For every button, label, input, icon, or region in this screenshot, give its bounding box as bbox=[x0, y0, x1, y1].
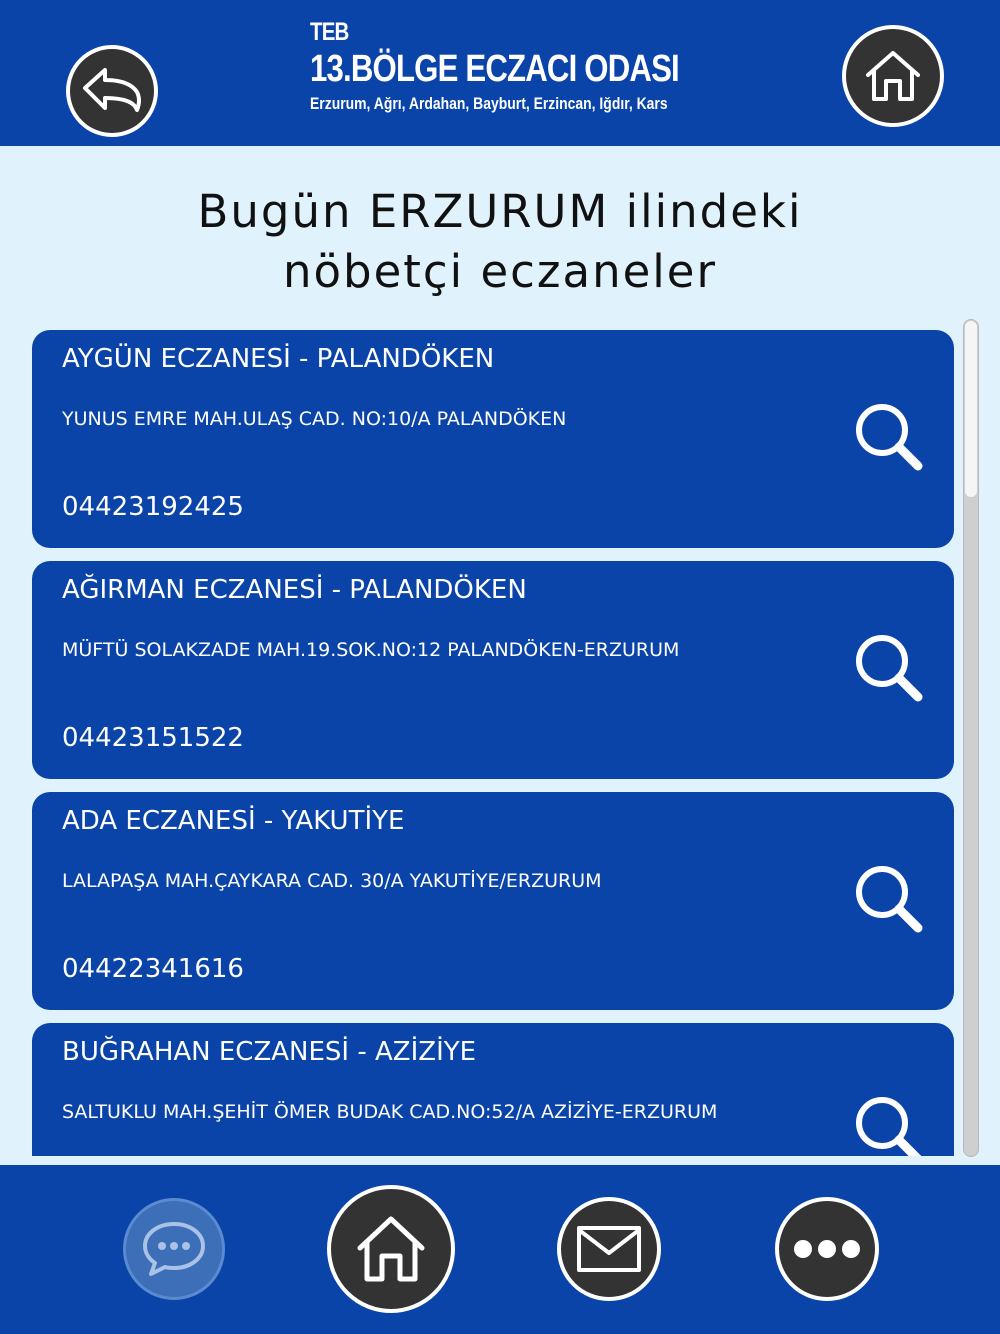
home-icon bbox=[864, 49, 922, 103]
more-button[interactable] bbox=[775, 1197, 879, 1301]
pharmacy-list[interactable] bbox=[0, 320, 1000, 1156]
pharmacy-card[interactable] bbox=[32, 330, 954, 548]
page-title bbox=[0, 182, 1000, 302]
org-title-block bbox=[310, 18, 810, 114]
org-title: 13.BÖLGE ECZACI ODASI bbox=[310, 48, 679, 90]
pharmacy-phone[interactable]: 04423192425 bbox=[62, 492, 244, 522]
search-icon[interactable] bbox=[852, 862, 924, 934]
pharmacy-phone[interactable]: 04423151522 bbox=[62, 723, 244, 753]
page-title-line-1: Bugün ERZURUM ilindeki bbox=[197, 185, 803, 238]
chat-button[interactable] bbox=[123, 1198, 225, 1300]
back-arrow-icon bbox=[81, 66, 143, 116]
bottom-nav bbox=[0, 1165, 1000, 1334]
org-subtitle: Erzurum, Ağrı, Ardahan, Bayburt, Erzincan, Iğdır, Kars bbox=[310, 94, 668, 113]
pharmacy-name: AYGÜN ECZANESİ - PALANDÖKEN bbox=[62, 344, 495, 374]
mail-icon bbox=[576, 1225, 642, 1273]
pharmacy-name: ADA ECZANESİ - YAKUTİYE bbox=[62, 806, 405, 836]
page-title-line-2: nöbetçi eczaneler bbox=[282, 245, 717, 298]
chat-bubble-icon bbox=[141, 1220, 207, 1278]
scrollbar-thumb[interactable] bbox=[965, 321, 977, 497]
pharmacy-address: LALAPAŞA MAH.ÇAYKARA CAD. 30/A YAKUTİYE/ERZURUM bbox=[62, 870, 602, 892]
pharmacy-address: SALTUKLU MAH.ŞEHİT ÖMER BUDAK CAD.NO:52/A AZİZİYE-ERZURUM bbox=[62, 1101, 718, 1123]
pharmacy-card[interactable] bbox=[32, 561, 954, 779]
pharmacy-card[interactable] bbox=[32, 1023, 954, 1156]
pharmacy-name: BUĞRAHAN ECZANESİ - AZİZİYE bbox=[62, 1037, 477, 1067]
pharmacy-address: YUNUS EMRE MAH.ULAŞ CAD. NO:10/A PALANDÖKEN bbox=[62, 408, 567, 430]
more-dots-icon bbox=[792, 1238, 862, 1260]
pharmacy-card[interactable] bbox=[32, 792, 954, 1010]
org-small-label: TEB bbox=[310, 18, 349, 46]
home-button-top[interactable] bbox=[842, 25, 944, 127]
pharmacy-phone[interactable]: 04422341616 bbox=[62, 954, 244, 984]
app-header bbox=[0, 0, 1000, 146]
mail-button[interactable] bbox=[557, 1197, 661, 1301]
search-icon[interactable] bbox=[852, 1093, 924, 1156]
list-scrollbar[interactable] bbox=[963, 319, 979, 1157]
search-icon[interactable] bbox=[852, 631, 924, 703]
pharmacy-name: AĞIRMAN ECZANESİ - PALANDÖKEN bbox=[62, 575, 527, 605]
home-button[interactable] bbox=[327, 1185, 455, 1313]
search-icon[interactable] bbox=[852, 400, 924, 472]
pharmacy-address: MÜFTÜ SOLAKZADE MAH.19.SOK.NO:12 PALANDÖKEN-ERZURUM bbox=[62, 639, 680, 661]
home-icon bbox=[355, 1214, 427, 1284]
back-button[interactable] bbox=[66, 45, 158, 137]
